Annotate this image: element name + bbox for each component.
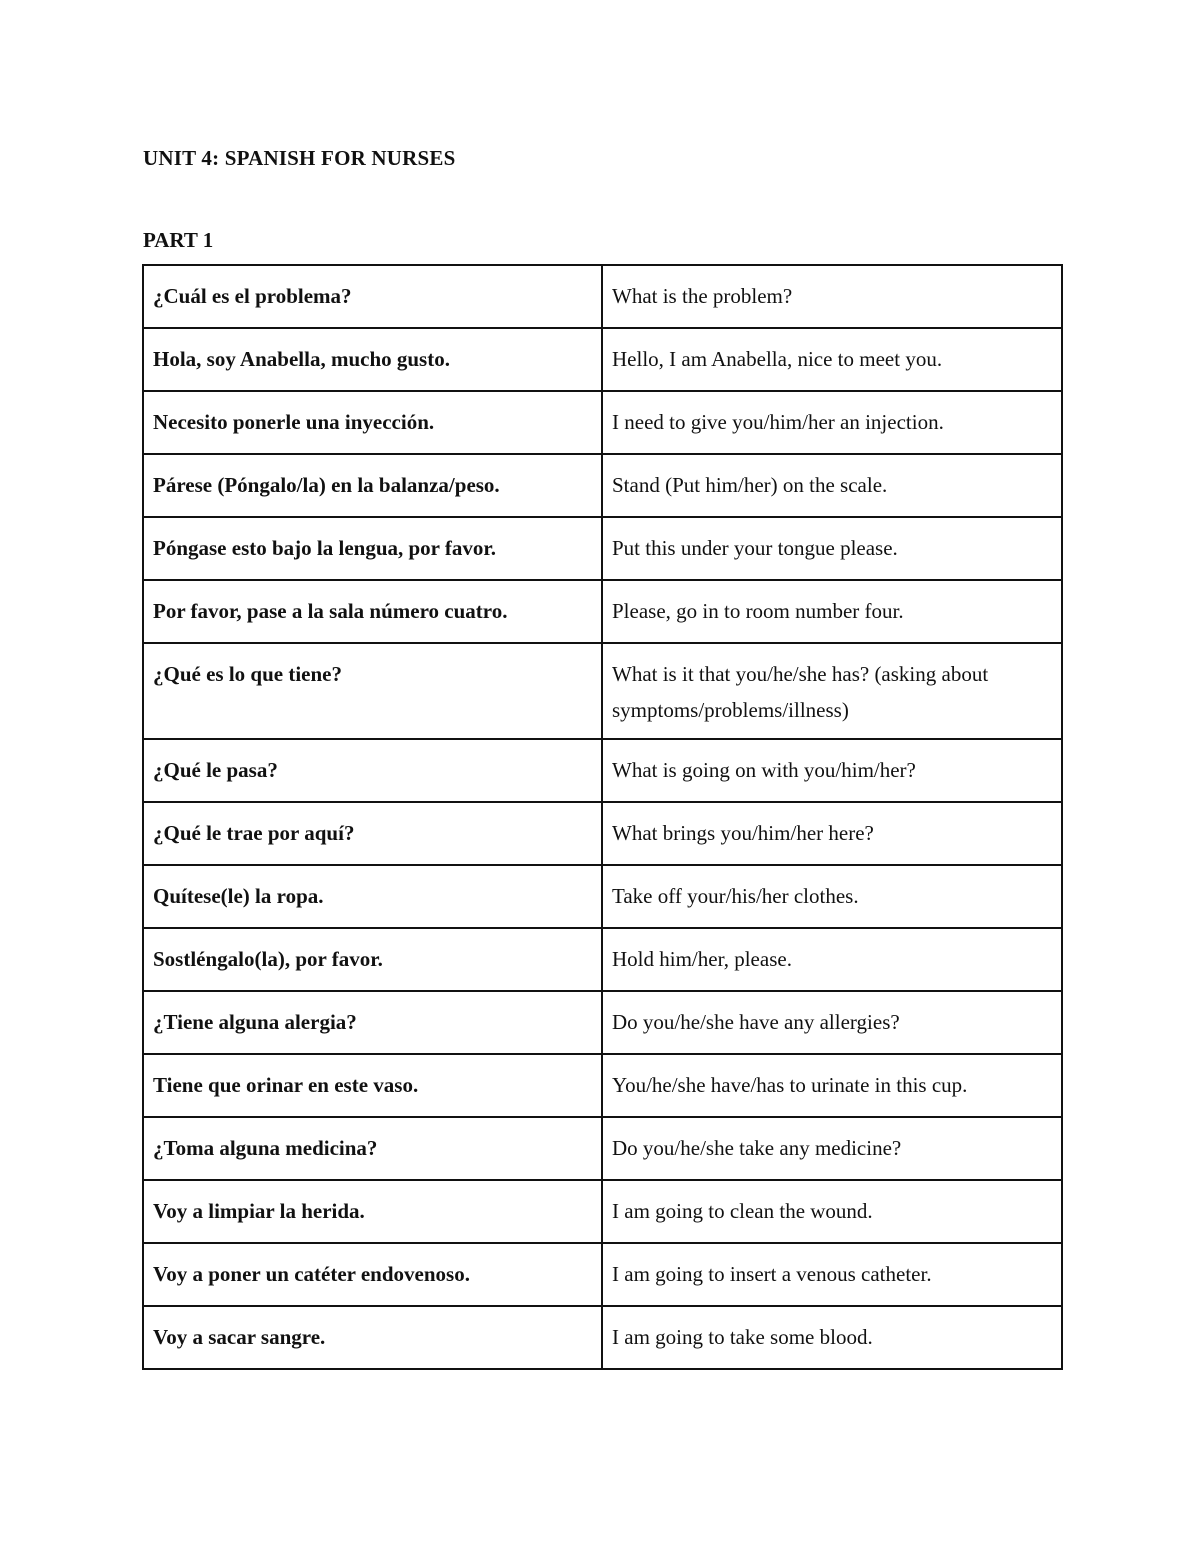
- table-row: [143, 1180, 1062, 1243]
- english-translation: I need to give you/him/her an injection.: [602, 391, 1062, 454]
- table-row: [143, 580, 1062, 643]
- table-row: [143, 1243, 1062, 1306]
- table-row: [143, 739, 1062, 802]
- spanish-phrase: Voy a poner un catéter endovenoso.: [143, 1243, 602, 1306]
- spanish-phrase: Por favor, pase a la sala número cuatro.: [143, 580, 602, 643]
- english-translation: Hello, I am Anabella, nice to meet you.: [602, 328, 1062, 391]
- english-translation: What is going on with you/him/her?: [602, 739, 1062, 802]
- spanish-phrase: Póngase esto bajo la lengua, por favor.: [143, 517, 602, 580]
- table-row: [143, 391, 1062, 454]
- spanish-phrase: ¿Toma alguna medicina?: [143, 1117, 602, 1180]
- english-translation: Hold him/her, please.: [602, 928, 1062, 991]
- english-translation: I am going to insert a venous catheter.: [602, 1243, 1062, 1306]
- table-row: [143, 802, 1062, 865]
- english-translation: What brings you/him/her here?: [602, 802, 1062, 865]
- english-translation: Do you/he/she have any allergies?: [602, 991, 1062, 1054]
- table-row: [143, 1054, 1062, 1117]
- english-translation: What is it that you/he/she has? (asking about symptoms/problems/illness): [602, 643, 1062, 739]
- spanish-phrase: ¿Cuál es el problema?: [143, 265, 602, 328]
- table-row: [143, 454, 1062, 517]
- spanish-phrase: Tiene que orinar en este vaso.: [143, 1054, 602, 1117]
- table-row: [143, 643, 1062, 739]
- table-row: [143, 991, 1062, 1054]
- english-translation: Take off your/his/her clothes.: [602, 865, 1062, 928]
- spanish-phrase: Necesito ponerle una inyección.: [143, 391, 602, 454]
- table-row: [143, 517, 1062, 580]
- table-row: [143, 1306, 1062, 1369]
- spanish-phrase: Voy a sacar sangre.: [143, 1306, 602, 1369]
- part-heading: PART 1: [143, 228, 214, 252]
- table-row: [143, 328, 1062, 391]
- spanish-phrase: ¿Qué le pasa?: [143, 739, 602, 802]
- english-translation: I am going to clean the wound.: [602, 1180, 1062, 1243]
- english-translation: What is the problem?: [602, 265, 1062, 328]
- phrase-table: [142, 264, 1063, 1370]
- english-translation: I am going to take some blood.: [602, 1306, 1062, 1369]
- spanish-phrase: Sostléngalo(la), por favor.: [143, 928, 602, 991]
- spanish-phrase: ¿Qué le trae por aquí?: [143, 802, 602, 865]
- table-row: [143, 865, 1062, 928]
- document-title: UNIT 4: SPANISH FOR NURSES: [143, 146, 456, 170]
- spanish-phrase: ¿Tiene alguna alergia?: [143, 991, 602, 1054]
- english-translation: Put this under your tongue please.: [602, 517, 1062, 580]
- table-row: [143, 928, 1062, 991]
- table-row: [143, 265, 1062, 328]
- english-translation: You/he/she have/has to urinate in this cup.: [602, 1054, 1062, 1117]
- spanish-phrase: Voy a limpiar la herida.: [143, 1180, 602, 1243]
- table-row: [143, 1117, 1062, 1180]
- spanish-phrase: Hola, soy Anabella, mucho gusto.: [143, 328, 602, 391]
- english-translation: Stand (Put him/her) on the scale.: [602, 454, 1062, 517]
- spanish-phrase: ¿Qué es lo que tiene?: [143, 643, 602, 739]
- spanish-phrase: Quítese(le) la ropa.: [143, 865, 602, 928]
- english-translation: Do you/he/she take any medicine?: [602, 1117, 1062, 1180]
- spanish-phrase: Párese (Póngalo/la) en la balanza/peso.: [143, 454, 602, 517]
- english-translation: Please, go in to room number four.: [602, 580, 1062, 643]
